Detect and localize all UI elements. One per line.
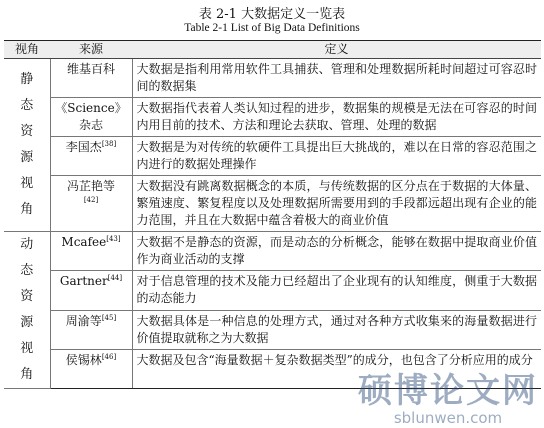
definition-cell: 大数据及包含“海量数据＋复杂数据类型”的成分，也包含了分析应用的成分: [132, 349, 541, 388]
header-source: 来源: [50, 41, 132, 59]
reference-number: [46]: [101, 352, 117, 361]
table-row: [4, 59, 541, 98]
source-name: Gartner: [59, 274, 108, 289]
perspective-label: 动态资源视角: [20, 237, 34, 382]
watermark-url: sblunwen.com: [393, 409, 503, 427]
source-cell: [50, 176, 132, 232]
reference-number: [38]: [101, 140, 117, 148]
source-cell: [50, 310, 132, 349]
source-cell: [50, 137, 132, 176]
table-caption-chinese: 表 2-1 大数据定义一览表: [198, 7, 346, 22]
definition-cell: 对于信息管理的技术及能力已经超出了企业现有的认知维度，侧重于大数据的动态能力: [132, 271, 541, 310]
table-row: [4, 271, 541, 310]
table-caption-english: Table 2-1 List of Big Data Definitions: [184, 22, 360, 34]
definition-cell: 大数据没有跳离数据概念的本质，与传统数据的区分点在于数据的大体量、繁殖速度、繁复程度以及处理数据所需要用到的手段都远超出现有企业的能力范围，并且在大数据中蕴含着极大的商业价值: [132, 176, 541, 232]
source-name: Mcafee: [61, 235, 107, 249]
definition-cell: 大数据具体是一种信息的处理方式，通过对各种方式收集来的海量数据进行价值提取就称之为大数据: [132, 310, 541, 349]
table-row: [4, 176, 541, 232]
header-definition: 定义: [132, 41, 541, 59]
source-cell: [50, 98, 132, 137]
definition-cell: 大数据不是静态的资源，而是动态的分析概念，能够在数据中提取商业价值作为商业活动的支撑: [132, 232, 541, 271]
reference-number: [43]: [106, 235, 121, 243]
definition-cell: 大数据是为对传统的软硬件工具提出巨大挑战的，难以在日常的容忍范围之内进行的数据处理操作: [132, 137, 541, 176]
big-data-definitions-table: [4, 40, 541, 389]
watermark-chinese: 硕博论文网: [358, 371, 538, 411]
table-row: [4, 232, 541, 271]
source-cell: [50, 271, 132, 310]
reference-number: [42]: [83, 196, 99, 204]
reference-number: [45]: [101, 313, 117, 322]
definition-cell: 大数据是指利用常用软件工具捕获、管理和处理数据所耗时间超过可容忍时间的数据集: [132, 59, 541, 98]
source-name: 维基百科: [66, 62, 115, 76]
perspective-cell-static: [4, 59, 50, 232]
source-name: 李国杰: [65, 140, 102, 154]
source-name: 《Science》杂志: [55, 101, 127, 132]
table-row: [4, 98, 541, 137]
perspective-cell-dynamic: [4, 232, 50, 389]
source-name: 冯芷艳等: [66, 179, 115, 193]
source-cell: [50, 232, 132, 271]
definition-cell: 大数据指代表着人类认知过程的进步，数据集的规模是无法在可容忍的时间内用目前的技术、方法和理论去获取、管理、处理的数据: [132, 98, 541, 137]
reference-number: [44]: [107, 274, 123, 283]
table-row: [4, 310, 541, 349]
source-cell: [50, 349, 132, 388]
source-name: 周渝等: [65, 313, 102, 328]
header-perspective: 视角: [4, 41, 50, 59]
table-row: [4, 349, 541, 388]
perspective-label: 静态资源视角: [20, 72, 34, 217]
table-header-row: [4, 41, 541, 59]
source-cell: [50, 59, 132, 98]
table-row: [4, 137, 541, 176]
source-name: 侯锡林: [65, 352, 102, 367]
